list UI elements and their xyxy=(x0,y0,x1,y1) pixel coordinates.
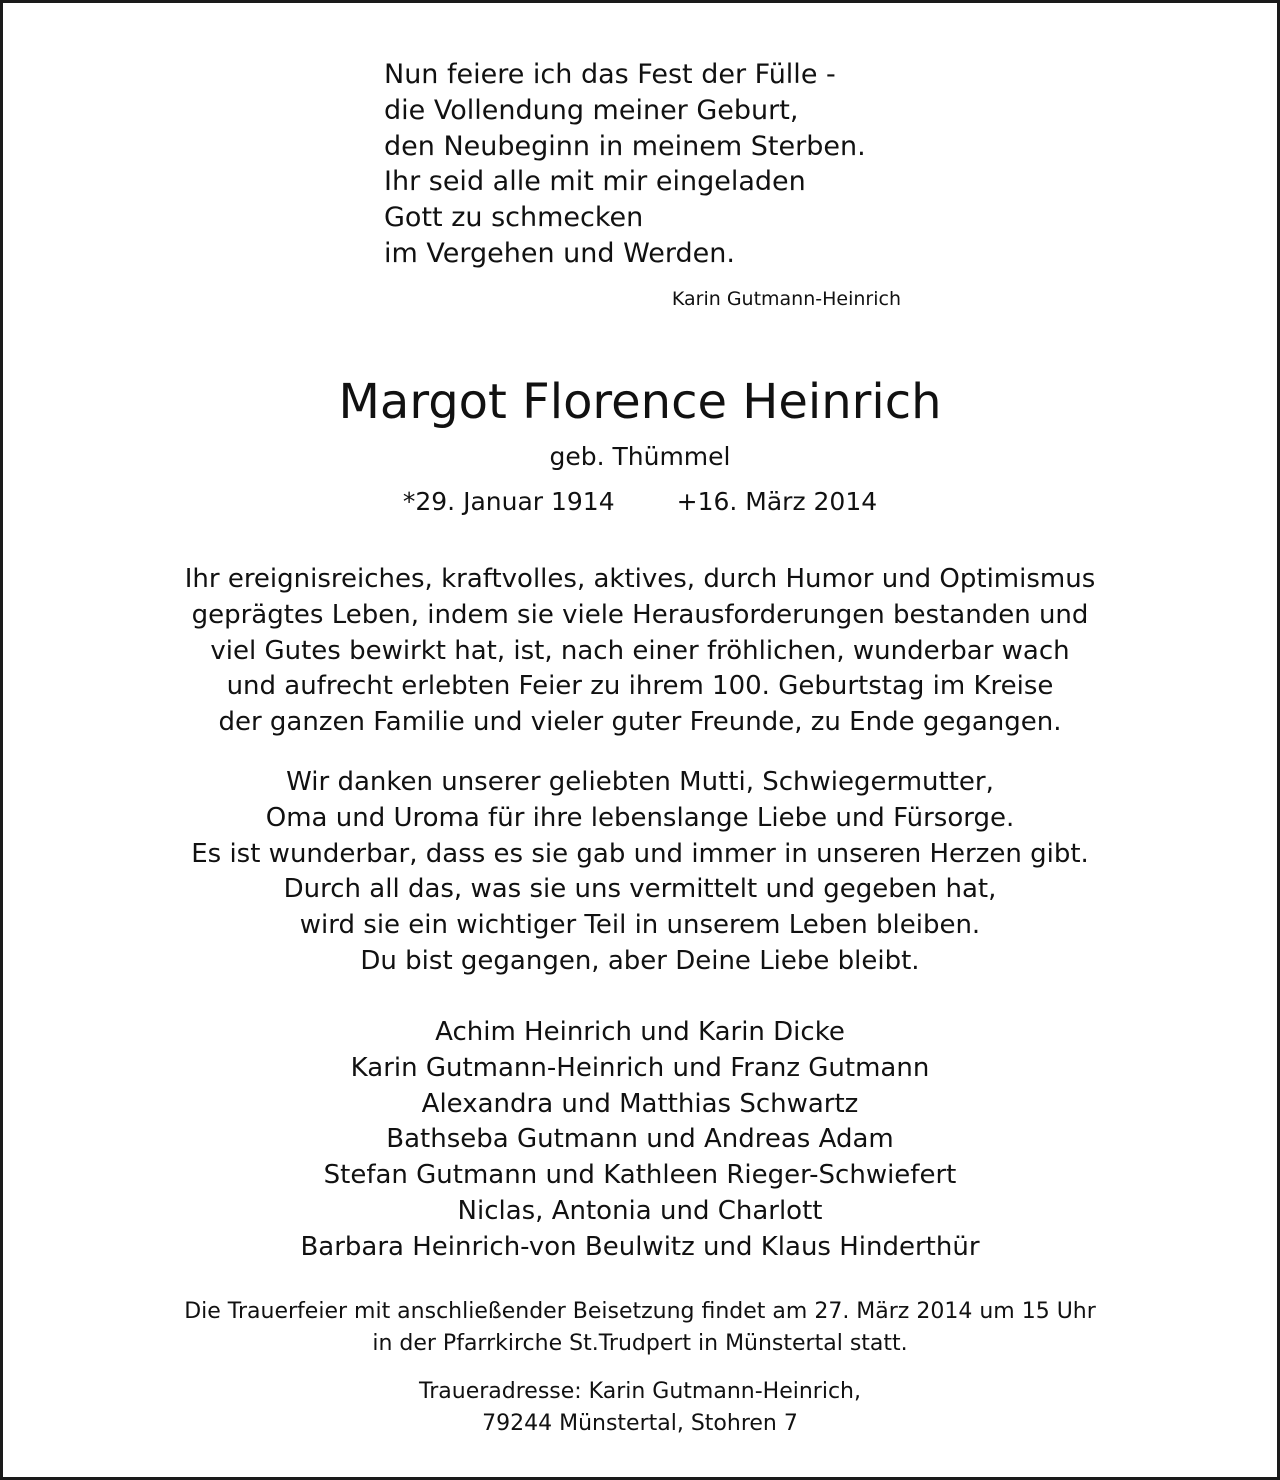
funeral-info xyxy=(3,1296,1277,1359)
birth-date: *29. Januar 1914 xyxy=(402,487,615,516)
poem-line: im Vergehen und Werden. xyxy=(384,237,735,269)
poem-line: Gott zu schmecken xyxy=(384,202,644,234)
maiden-name: geb. Thümmel xyxy=(549,442,731,471)
tribute-line: geprägtes Leben, indem sie viele Herausforderungen bestanden und xyxy=(191,599,1089,630)
mourner-line: Barbara Heinrich-von Beulwitz und Klaus Hinderthür xyxy=(300,1231,980,1262)
mourners-list xyxy=(3,1015,1277,1266)
life-dates xyxy=(3,485,1277,519)
address-line: 79244 Münstertal, Stohren 7 xyxy=(482,1411,798,1436)
poem-line: Ihr seid alle mit mir eingeladen xyxy=(384,166,806,198)
tribute-line: Ihr ereignisreiches, kraftvolles, aktives, durch Humor und Optimismus xyxy=(184,564,1096,594)
thanks-line: Durch all das, was sie uns vermittelt und gegeben hat, xyxy=(283,874,997,905)
deceased-name: Margot Florence Heinrich xyxy=(338,374,942,430)
poem-line: den Neubeginn in meinem Sterben. xyxy=(384,130,866,162)
thanks-line: Es ist wunderbar, dass es sie gab und immer in unseren Herzen gibt. xyxy=(191,838,1089,869)
mourner-line: Niclas, Antonia und Charlott xyxy=(457,1195,823,1226)
tribute-line: viel Gutes bewirkt hat, ist, nach einer fröhlichen, wunderbar wach xyxy=(210,635,1070,666)
mourner-line: Stefan Gutmann und Kathleen Rieger-Schwiefert xyxy=(323,1160,957,1191)
mourner-line: Bathseba Gutmann und Andreas Adam xyxy=(386,1124,894,1155)
tribute-line: und aufrecht erlebten Feier zu ihrem 100. Geburtstag im Kreise xyxy=(226,671,1054,702)
address-line: Traueradresse: Karin Gutmann-Heinrich, xyxy=(419,1379,861,1404)
mourner-line: Karin Gutmann-Heinrich und Franz Gutmann xyxy=(350,1052,930,1083)
thanks-line: Wir danken unserer geliebten Mutti, Schwiegermutter, xyxy=(286,767,994,797)
funeral-line: Die Trauerfeier mit anschließender Beisetzung findet am 27. März 2014 um 15 Uhr xyxy=(184,1299,1096,1324)
tribute-line: der ganzen Familie und vieler guter Freunde, zu Ende gegangen. xyxy=(218,707,1062,738)
poem-author: Karin Gutmann-Heinrich xyxy=(671,288,901,310)
tribute-paragraph xyxy=(3,562,1277,741)
thanks-line: Du bist gegangen, aber Deine Liebe bleibt. xyxy=(360,945,920,976)
mourner-line: Achim Heinrich und Karin Dicke xyxy=(435,1017,845,1047)
mourner-line: Alexandra und Matthias Schwartz xyxy=(421,1088,859,1119)
poem-line: Nun feiere ich das Fest der Fülle - xyxy=(384,59,836,90)
thanks-line: wird sie ein wichtiger Teil in unserem Leben bleiben. xyxy=(299,910,981,941)
thanks-paragraph xyxy=(3,765,1277,980)
poem xyxy=(384,57,866,272)
poem-line: die Vollendung meiner Geburt, xyxy=(384,94,799,126)
thanks-line: Oma und Uroma für ihre lebenslange Liebe und Fürsorge. xyxy=(265,802,1015,833)
funeral-line: in der Pfarrkirche St.Trudpert in Münstertal statt. xyxy=(372,1330,908,1356)
mourning-address xyxy=(3,1376,1277,1440)
death-date: +16. März 2014 xyxy=(676,487,878,516)
